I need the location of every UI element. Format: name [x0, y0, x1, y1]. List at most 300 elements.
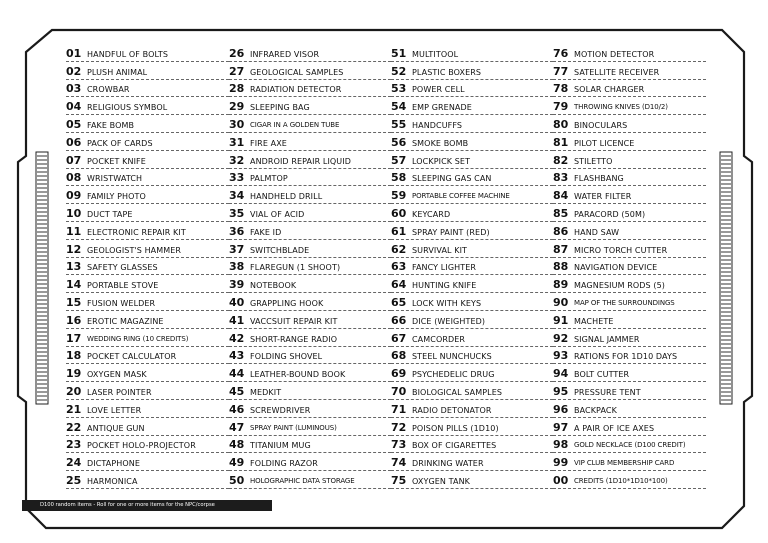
item-number: 18 [66, 349, 82, 363]
item-number: 82 [553, 153, 569, 167]
item-number: 39 [229, 278, 245, 292]
item-number: 00 [553, 473, 569, 487]
item-label: FIRE AXE [250, 138, 287, 148]
item-number: 07 [66, 153, 82, 167]
item-label: BOX OF CIGARETTES [412, 441, 497, 451]
item-number: 24 [66, 456, 82, 470]
table-row [391, 418, 553, 436]
item-number: 17 [66, 331, 82, 345]
item-label: HOLOGRAPHIC DATA STORAGE [250, 476, 355, 485]
table-row [229, 186, 391, 204]
item-label: MULTITOOL [412, 49, 459, 59]
item-number: 72 [391, 420, 407, 434]
item-label: WRISTWATCH [87, 174, 143, 184]
table-row [229, 311, 391, 329]
item-label: MICRO TORCH CUTTER [574, 245, 668, 255]
table-row [391, 436, 553, 454]
item-number: 73 [391, 438, 407, 452]
table-row [229, 169, 391, 187]
table-row [66, 258, 229, 276]
item-number: 34 [229, 189, 245, 203]
item-label: SLEEPING BAG [250, 103, 310, 113]
table-row [553, 62, 706, 80]
item-number: 09 [66, 189, 82, 203]
item-number: 49 [229, 456, 245, 470]
item-label: ANDROID REPAIR LIQUID [250, 156, 351, 166]
item-number: 57 [391, 153, 407, 167]
item-label: FANCY LIGHTER [412, 263, 477, 273]
item-label: THROWING KNIVES (D10/2) [574, 103, 668, 112]
table-row [229, 204, 391, 222]
item-label: PORTABLE STOVE [87, 281, 159, 291]
item-label: ANTIQUE GUN [87, 423, 145, 433]
item-label: FLAREGUN (1 SHOOT) [250, 263, 341, 273]
item-number: 30 [229, 117, 245, 131]
item-label: STILETTO [574, 156, 613, 166]
item-number: 27 [229, 64, 245, 78]
item-number: 01 [66, 46, 82, 60]
item-label: PILOT LICENCE [574, 138, 635, 148]
table-row [391, 453, 553, 471]
item-number: 71 [391, 402, 407, 416]
item-label: FLASHBANG [574, 174, 624, 184]
item-label: PORTABLE COFFEE MACHINE [412, 192, 510, 201]
item-label: DRINKING WATER [412, 459, 484, 469]
table-row [229, 133, 391, 151]
table-row [553, 453, 706, 471]
item-number: 52 [391, 64, 407, 78]
table-row [391, 364, 553, 382]
item-label: SMOKE BOMB [412, 138, 469, 148]
item-number: 85 [553, 206, 569, 220]
table-row [66, 329, 229, 347]
table-row [229, 258, 391, 276]
item-label: FAKE BOMB [87, 120, 135, 130]
item-number: 04 [66, 100, 82, 114]
item-number: 43 [229, 349, 245, 363]
item-label: PARACORD (50M) [574, 209, 646, 219]
table-row [229, 44, 391, 62]
table-row [391, 186, 553, 204]
table-row [229, 347, 391, 365]
item-label: FAKE ID [250, 227, 282, 237]
item-number: 55 [391, 117, 407, 131]
item-number: 75 [391, 473, 407, 487]
item-number: 47 [229, 420, 245, 434]
item-column [553, 44, 706, 490]
table-row [553, 258, 706, 276]
item-number: 80 [553, 117, 569, 131]
item-label: CROWBAR [87, 85, 130, 95]
item-label: DICE (WEIGHTED) [412, 316, 486, 326]
table-row [553, 186, 706, 204]
item-number: 64 [391, 278, 407, 292]
item-label: PLUSH ANIMAL [87, 67, 148, 77]
table-row [229, 151, 391, 169]
item-number: 44 [229, 367, 245, 381]
table-row [391, 80, 553, 98]
item-number: 84 [553, 189, 569, 203]
item-number: 06 [66, 135, 82, 149]
item-label: STEEL NUNCHUCKS [412, 352, 492, 362]
table-row [553, 311, 706, 329]
item-table [66, 44, 706, 490]
item-number: 53 [391, 82, 407, 96]
item-label: HANDCUFFS [412, 120, 463, 130]
item-number: 68 [391, 349, 407, 363]
table-row [66, 240, 229, 258]
item-number: 11 [66, 224, 82, 238]
table-row [553, 471, 706, 489]
table-row [391, 293, 553, 311]
item-label: SLEEPING GAS CAN [412, 174, 492, 184]
item-number: 96 [553, 402, 569, 416]
table-row [391, 258, 553, 276]
item-number: 83 [553, 171, 569, 185]
table-row [553, 222, 706, 240]
item-label: LOCK WITH KEYS [412, 298, 482, 308]
table-row [553, 44, 706, 62]
item-number: 90 [553, 295, 569, 309]
item-label: SPRAY PAINT (RED) [412, 227, 490, 237]
item-number: 10 [66, 206, 82, 220]
table-row [391, 133, 553, 151]
item-number: 62 [391, 242, 407, 256]
item-label: VACCSUIT REPAIR KIT [250, 316, 338, 326]
table-row [66, 275, 229, 293]
table-row [391, 347, 553, 365]
table-row [553, 347, 706, 365]
table-row [66, 364, 229, 382]
item-label: SIGNAL JAMMER [574, 334, 640, 344]
item-number: 35 [229, 206, 245, 220]
item-label: POCKET KNIFE [87, 156, 146, 166]
item-number: 02 [66, 64, 82, 78]
item-label: HUNTING KNIFE [412, 281, 477, 291]
table-row [553, 133, 706, 151]
table-row [391, 240, 553, 258]
table-row [229, 471, 391, 489]
table-row [66, 347, 229, 365]
item-number: 20 [66, 384, 82, 398]
table-row [229, 329, 391, 347]
item-number: 40 [229, 295, 245, 309]
table-row [391, 329, 553, 347]
item-label: CREDITS (1D10*1D10*100) [574, 476, 668, 485]
table-row [66, 400, 229, 418]
item-number: 69 [391, 367, 407, 381]
item-number: 56 [391, 135, 407, 149]
item-number: 41 [229, 313, 245, 327]
item-label: SCREWDRIVER [250, 405, 311, 415]
item-number: 29 [229, 100, 245, 114]
table-row [66, 382, 229, 400]
left-grip [36, 152, 48, 404]
table-row [66, 204, 229, 222]
item-number: 38 [229, 260, 245, 274]
item-label: PLASTIC BOXERS [412, 67, 482, 77]
table-row [553, 436, 706, 454]
item-number: 31 [229, 135, 245, 149]
item-label: CIGAR IN A GOLDEN TUBE [250, 120, 340, 129]
item-number: 65 [391, 295, 407, 309]
item-number: 12 [66, 242, 82, 256]
item-number: 78 [553, 82, 569, 96]
item-label: INFRARED VISOR [250, 49, 320, 59]
item-label: POISON PILLS (1D10) [412, 423, 499, 433]
table-row [553, 240, 706, 258]
item-label: A PAIR OF ICE AXES [574, 423, 655, 433]
table-row [391, 204, 553, 222]
table-row [66, 115, 229, 133]
item-label: GOLD NECKLACE (D100 CREDIT) [574, 441, 686, 450]
item-label: MOTION DETECTOR [574, 49, 655, 59]
item-label: BINOCULARS [574, 120, 628, 130]
item-number: 81 [553, 135, 569, 149]
item-label: LEATHER-BOUND BOOK [250, 370, 346, 380]
item-label: HANDFUL OF BOLTS [87, 49, 169, 59]
table-row [391, 97, 553, 115]
item-label: GEOLOGICAL SAMPLES [250, 67, 344, 77]
item-label: MEDKIT [250, 387, 282, 397]
item-label: PACK OF CARDS [87, 138, 153, 148]
item-number: 19 [66, 367, 82, 381]
item-number: 93 [553, 349, 569, 363]
table-row [553, 293, 706, 311]
item-label: SHORT-RANGE RADIO [250, 334, 338, 344]
table-row [553, 382, 706, 400]
item-number: 15 [66, 295, 82, 309]
table-row [66, 436, 229, 454]
item-number: 13 [66, 260, 82, 274]
item-column [66, 44, 229, 490]
item-label: BOLT CUTTER [574, 370, 630, 380]
item-number: 22 [66, 420, 82, 434]
table-row [229, 400, 391, 418]
table-row [229, 418, 391, 436]
item-label: CAMCORDER [412, 334, 466, 344]
item-label: WEDDING RING (10 CREDITS) [87, 334, 189, 343]
item-number: 08 [66, 171, 82, 185]
item-number: 91 [553, 313, 569, 327]
item-label: FOLDING SHOVEL [250, 352, 323, 362]
table-row [391, 382, 553, 400]
item-number: 60 [391, 206, 407, 220]
item-label: SAFETY GLASSES [87, 263, 158, 273]
item-number: 42 [229, 331, 245, 345]
item-number: 23 [66, 438, 82, 452]
item-label: FAMILY PHOTO [87, 192, 146, 202]
table-row [229, 436, 391, 454]
table-row [553, 329, 706, 347]
item-number: 74 [391, 456, 407, 470]
table-row [66, 453, 229, 471]
item-number: 95 [553, 384, 569, 398]
item-number: 61 [391, 224, 407, 238]
table-row [66, 133, 229, 151]
table-row [391, 400, 553, 418]
item-label: NOTEBOOK [250, 281, 297, 291]
table-row [66, 97, 229, 115]
table-row [66, 151, 229, 169]
table-row [391, 471, 553, 489]
item-label: LOVE LETTER [87, 405, 142, 415]
table-row [391, 62, 553, 80]
item-number: 70 [391, 384, 407, 398]
item-number: 63 [391, 260, 407, 274]
item-label: FOLDING RAZOR [250, 459, 318, 469]
item-number: 89 [553, 278, 569, 292]
table-row [66, 311, 229, 329]
item-label: RATIONS FOR 1D10 DAYS [574, 352, 678, 362]
table-row [229, 453, 391, 471]
item-label: SATELLITE RECEIVER [574, 67, 660, 77]
item-number: 32 [229, 153, 245, 167]
item-label: PSYCHEDELIC DRUG [412, 370, 495, 380]
item-label: MACHETE [574, 316, 614, 326]
item-label: KEYCARD [412, 209, 451, 219]
table-row [553, 204, 706, 222]
item-number: 46 [229, 402, 245, 416]
item-label: DICTAPHONE [87, 459, 141, 469]
table-row [553, 151, 706, 169]
table-row [553, 169, 706, 187]
table-row [66, 418, 229, 436]
item-number: 98 [553, 438, 569, 452]
item-label: MAGNESIUM RODS (5) [574, 281, 665, 291]
item-number: 99 [553, 456, 569, 470]
item-number: 58 [391, 171, 407, 185]
table-row [553, 364, 706, 382]
item-label: POCKET CALCULATOR [87, 352, 177, 362]
table-row [553, 97, 706, 115]
table-row [391, 151, 553, 169]
table-row [66, 169, 229, 187]
table-row [391, 275, 553, 293]
item-number: 48 [229, 438, 245, 452]
item-label: EMP GRENADE [412, 103, 472, 113]
footer-caption: D100 random items - Roll for one or more items for the NPC/corpse [22, 500, 272, 511]
table-row [66, 222, 229, 240]
item-number: 50 [229, 473, 245, 487]
item-number: 87 [553, 242, 569, 256]
item-number: 36 [229, 224, 245, 238]
table-row [553, 80, 706, 98]
item-label: RADIATION DETECTOR [250, 85, 342, 95]
table-row [229, 97, 391, 115]
item-label: EROTIC MAGAZINE [87, 316, 164, 326]
table-row [391, 222, 553, 240]
item-label: SURVIVAL KIT [412, 245, 468, 255]
table-row [229, 62, 391, 80]
item-label: TITANIUM MUG [250, 441, 311, 451]
table-row [66, 471, 229, 489]
item-number: 14 [66, 278, 82, 292]
table-row [66, 80, 229, 98]
item-number: 16 [66, 313, 82, 327]
item-label: SPRAY PAINT (LUMINOUS) [250, 423, 337, 432]
item-label: HANDHELD DRILL [250, 192, 323, 202]
table-row [391, 311, 553, 329]
item-label: NAVIGATION DEVICE [574, 263, 658, 273]
item-number: 51 [391, 46, 407, 60]
item-label: OXYGEN MASK [87, 370, 147, 380]
item-number: 03 [66, 82, 82, 96]
table-row [229, 222, 391, 240]
item-number: 26 [229, 46, 245, 60]
item-label: OXYGEN TANK [412, 476, 471, 486]
table-row [553, 115, 706, 133]
table-row [66, 293, 229, 311]
item-label: RADIO DETONATOR [412, 405, 492, 415]
table-row [229, 275, 391, 293]
item-label: ELECTRONIC REPAIR KIT [87, 227, 186, 237]
item-label: GRAPPLING HOOK [250, 298, 324, 308]
item-label: LOCKPICK SET [412, 156, 471, 166]
item-label: PALMTOP [250, 174, 288, 184]
table-row [391, 44, 553, 62]
item-label: BACKPACK [574, 405, 617, 415]
table-row [229, 115, 391, 133]
item-number: 25 [66, 473, 82, 487]
item-label: SWITCHBLADE [250, 245, 310, 255]
item-number: 88 [553, 260, 569, 274]
item-number: 79 [553, 100, 569, 114]
item-label: GEOLOGIST'S HAMMER [87, 245, 182, 255]
item-number: 33 [229, 171, 245, 185]
table-row [229, 240, 391, 258]
table-row [553, 275, 706, 293]
item-column [391, 44, 553, 490]
table-row [66, 186, 229, 204]
item-number: 28 [229, 82, 245, 96]
item-number: 54 [391, 100, 407, 114]
item-number: 45 [229, 384, 245, 398]
item-label: HARMONICA [87, 476, 138, 486]
item-label: DUCT TAPE [87, 209, 133, 219]
item-label: FUSION WELDER [87, 298, 156, 308]
item-label: PRESSURE TENT [574, 387, 641, 397]
table-row [553, 400, 706, 418]
item-number: 86 [553, 224, 569, 238]
item-column [229, 44, 391, 490]
item-number: 59 [391, 189, 407, 203]
right-grip [720, 152, 732, 404]
item-label: WATER FILTER [574, 192, 632, 202]
item-label: BIOLOGICAL SAMPLES [412, 387, 503, 397]
table-row [229, 382, 391, 400]
item-label: VIAL OF ACID [250, 209, 305, 219]
item-label: VIP CLUB MEMBERSHIP CARD [574, 459, 675, 468]
table-row [229, 80, 391, 98]
item-label: HAND SAW [574, 227, 620, 237]
item-label: POCKET HOLO-PROJECTOR [87, 441, 196, 451]
item-number: 77 [553, 64, 569, 78]
table-row [391, 169, 553, 187]
table-row [66, 62, 229, 80]
table-row [66, 44, 229, 62]
item-number: 94 [553, 367, 569, 381]
table-row [229, 364, 391, 382]
item-number: 05 [66, 117, 82, 131]
item-label: LASER POINTER [87, 387, 152, 397]
item-label: RELIGIOUS SYMBOL [87, 103, 168, 113]
item-label: POWER CELL [412, 85, 465, 95]
item-number: 66 [391, 313, 407, 327]
item-number: 92 [553, 331, 569, 345]
item-number: 76 [553, 46, 569, 60]
table-row [391, 115, 553, 133]
